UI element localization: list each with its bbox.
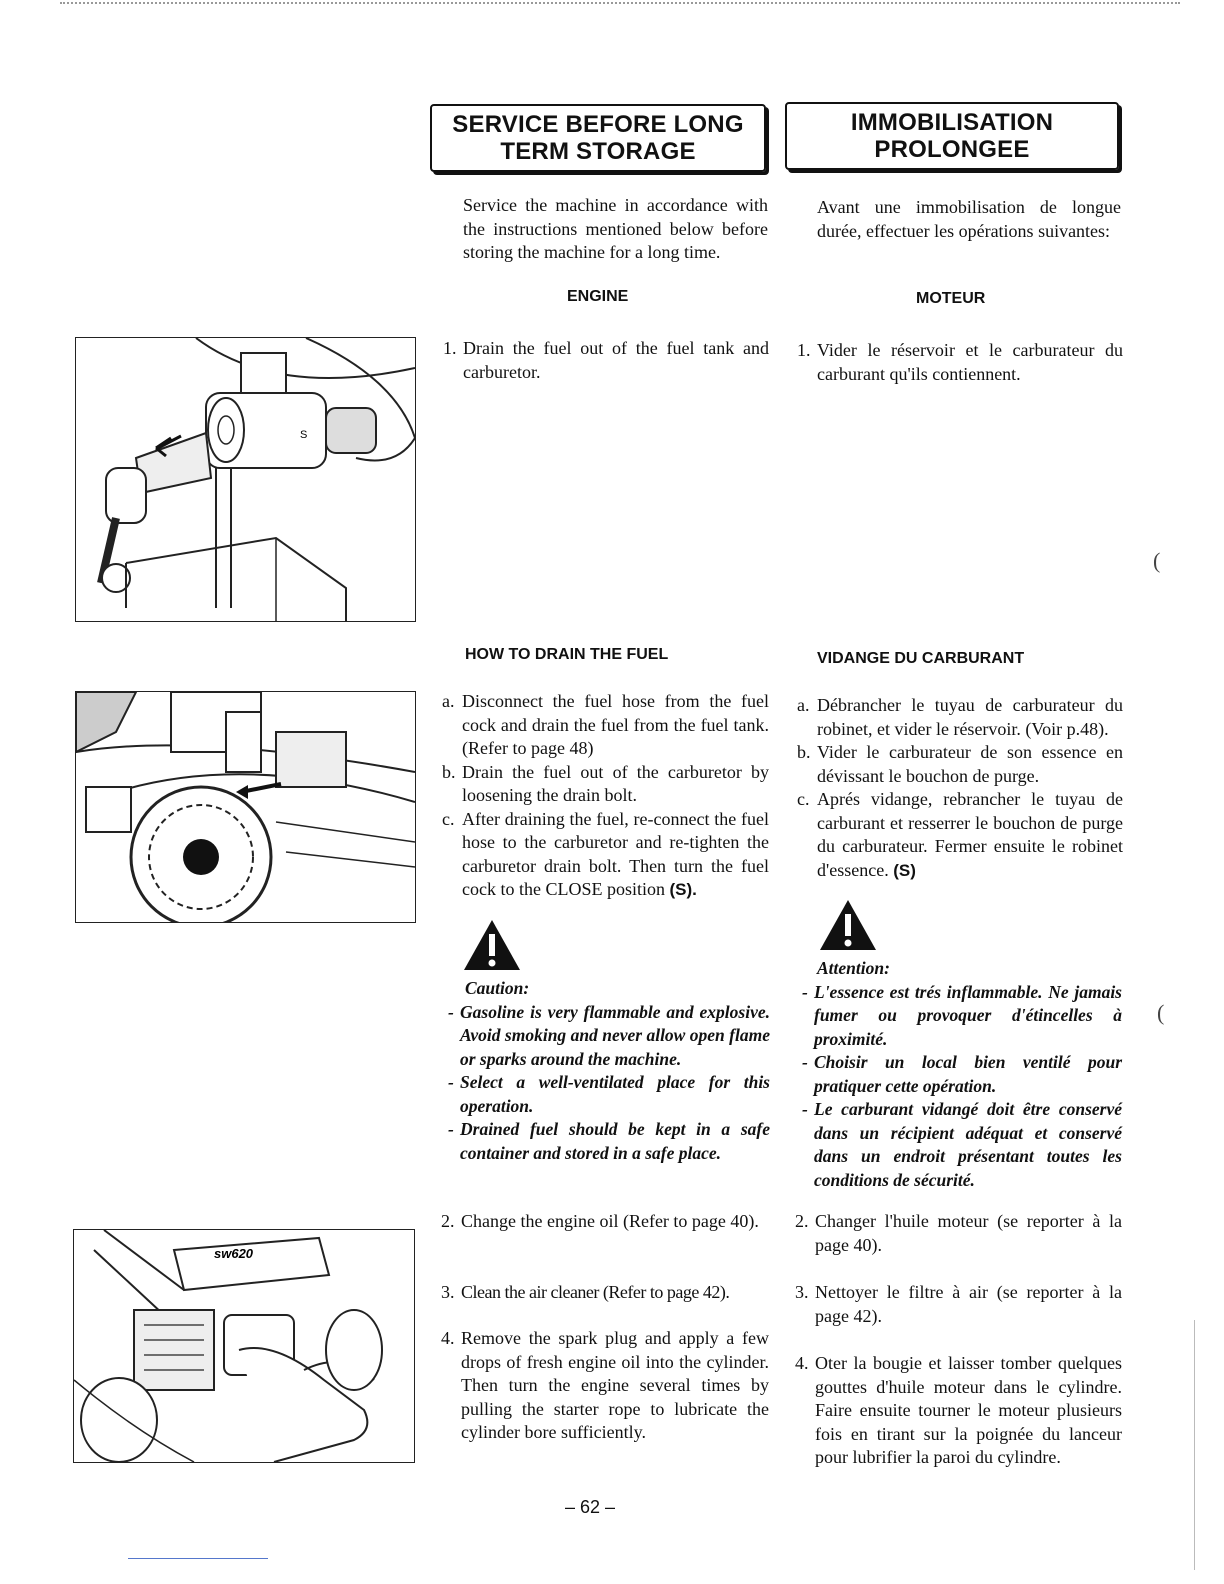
drain-step-fr-b-label: b. [797,742,811,762]
top-rule [60,2,1180,4]
warning-fr-item-3-text: Le carburant vidangé doit être conservé dans un récipient adéquat et conservé dans un endroit présentant toutes les conditions de sécurité. [814,1099,1122,1190]
drain-step-en-c [442,808,769,902]
drain-step-en-a [442,690,769,761]
margin-mark: ( [1157,1000,1165,1025]
step2-fr-text: Changer l'huile moteur (se reporter à la page 40). [815,1211,1122,1255]
drain-step-fr-a [797,694,1123,741]
engine-heading-en: ENGINE [567,288,629,305]
figure-fuel-drain [75,337,416,622]
fuel-drain-illustration [76,338,415,621]
step1-fr-num: 1. [797,340,811,360]
intro-en: Service the machine in accordance with the instructions mentioned below before storing the machine for a long time. [463,195,768,262]
drain-step-en-c-text: After draining the fuel, re-connect the fuel hose to the carburetor and re-tighten the carburetor drain bolt. Then turn the fuel cock to the CLOSE position [462,808,769,899]
warning-triangle-icon [462,918,522,972]
drain-step-en-b-text: Drain the fuel out of the carburetor by loosening the drain bolt. [462,761,769,805]
drain-steps-en [442,690,769,902]
spark-plug-oil-illustration [74,1230,414,1462]
warning-en-title: Caution: [465,978,530,998]
drain-step-en-b [442,761,769,808]
brand-label: sw620 [214,1246,254,1261]
heading-en [430,104,766,172]
step4-fr-text: Oter la bougie et laisser tomber quelques gouttes d'huile moteur dans le cylindre. Faire ensuite tourner le moteur plusieurs fois en tirant sur la poignée du lanceur pour lubrifier la paroi du cylindre. [815,1353,1122,1467]
heading-en-line2: TERM STORAGE [500,138,696,165]
carburetor-drain-illustration [76,692,415,922]
drain-step-fr-c-body [817,788,1123,882]
warning-triangle-icon [818,898,878,952]
drain-step-en-a-text: Disconnect the fuel hose from the fuel cock and drain the fuel from the fuel tank. (Refer to page 48) [462,691,769,758]
step2-fr [795,1210,1122,1257]
figure-spark-plug-oil [73,1229,415,1463]
step2-fr-num: 2. [795,1211,809,1231]
warning-fr-item-1: - L'essence est trés inflammable. Ne jamais fumer ou provoquer d'étincelles à proximité. [802,981,1122,1052]
right-edge-rule [1194,1320,1195,1570]
page-number: – 62 – [565,1497,616,1517]
heading-fr [785,102,1119,170]
step2-en-text: Change the engine oil (Refer to page 40). [461,1211,759,1231]
step1-en-num: 1. [443,338,457,358]
warning-en-item-2: - Select a well-ventilated place for this operation. [448,1071,770,1118]
step3-en-num: 3. [441,1282,455,1302]
step3-fr-num: 3. [795,1282,809,1302]
figure-carburetor-drain [75,691,416,923]
step3-fr-text: Nettoyer le filtre à air (se reporter à la page 42). [815,1282,1122,1326]
drain-step-fr-a-text: Débrancher le tuyau de carburateur du robinet, et vider le réservoir. (Voir p.48). [817,695,1123,739]
drain-step-fr-c-label: c. [797,789,810,809]
step2-en [441,1210,769,1234]
heading-fr-line2: PROLONGEE [874,136,1030,163]
step3-en-text: Clean the air cleaner (Refer to page 42). [461,1282,730,1302]
drain-heading-en: HOW TO DRAIN THE FUEL [465,646,669,663]
drain-step-fr-a-label: a. [797,695,810,715]
drain-step-en-b-label: b. [442,761,456,782]
step4-fr [795,1352,1122,1470]
intro-fr: Avant une immobilisation de longue durée, effectuer les opérations suivantes: [817,197,1121,241]
drain-step-fr-c [797,788,1123,882]
step4-en [441,1327,769,1445]
fuel-cock-mark: S [300,429,308,441]
step1-fr-text: Vider le réservoir et le carburateur du carburant qu'ils contiennent. [817,340,1123,384]
warning-en-item-1: - Gasoline is very flammable and explosive. Avoid smoking and never allow open flame or sparks around the machine. [448,1001,770,1072]
heading-fr-line1: IMMOBILISATION [850,109,1054,136]
warning-en-item-1-text: Gasoline is very flammable and explosive. Avoid smoking and never allow open flame or sparks around the machine. [460,1001,770,1069]
warning-fr [802,898,1122,1192]
heading-en-line1: SERVICE BEFORE LONG [452,111,744,138]
step1-en-text: Drain the fuel out of the fuel tank and carburetor. [463,338,769,382]
warning-fr-item-1-text: L'essence est trés inflammable. Ne jamais fumer ou provoquer d'étincelles à proximité. [814,981,1122,1049]
drain-steps-fr [797,694,1123,882]
drain-step-fr-b-text: Vider le carburateur de son essence en dévissant le bouchon de purge. [817,742,1123,786]
warning-fr-item-2: - Choisir un local bien ventilé pour pratiquer cette opération. [802,1051,1122,1098]
warning-en-item-2-text: Select a well-ventilated place for this operation. [460,1072,770,1116]
engine-heading-fr: MOTEUR [916,290,986,307]
step2-en-num: 2. [441,1211,455,1231]
drain-step-en-c-mark: (S). [669,880,697,899]
drain-step-en-a-label: a. [442,691,455,711]
step1-en [443,337,769,384]
warning-en-item-3-text: Drained fuel should be kept in a safe container and stored in a safe place. [460,1119,770,1163]
step4-fr-num: 4. [795,1353,809,1373]
warning-fr-item-3: - Le carburant vidangé doit être conservé dans un récipient adéquat et conservé dans un endroit présentant toutes les conditions de sécurité. [802,1098,1122,1192]
drain-step-fr-c-text: Aprés vidange, rebrancher le tuyau de carburant et resserrer le bouchon de purge du carburateur. Fermer ensuite le robinet d'essence. [817,789,1123,880]
warning-en-item-3: - Drained fuel should be kept in a safe container and stored in a safe place. [448,1118,770,1165]
step1-fr [797,339,1123,386]
drain-step-en-c-body [462,808,769,902]
step4-en-num: 4. [441,1328,455,1348]
step4-en-text: Remove the spark plug and apply a few drops of fresh engine oil into the cylinder. Then turn the engine several times by pulling the starter rope to lubricate the cylinder bore sufficiently. [461,1328,769,1442]
warning-fr-item-2-text: Choisir un local bien ventilé pour pratiquer cette opération. [814,1052,1122,1096]
warning-en [448,918,770,1165]
warning-fr-title: Attention: [817,958,890,978]
margin-mark: ( [1153,548,1161,573]
step3-fr [795,1281,1122,1328]
drain-heading-fr: VIDANGE DU CARBURANT [817,650,1025,667]
drain-step-en-c-label: c. [442,808,455,829]
drain-step-fr-c-mark: (S) [893,860,916,880]
bottom-blue-rule [128,1558,268,1559]
step3-en [441,1281,769,1305]
drain-step-fr-b [797,741,1123,788]
